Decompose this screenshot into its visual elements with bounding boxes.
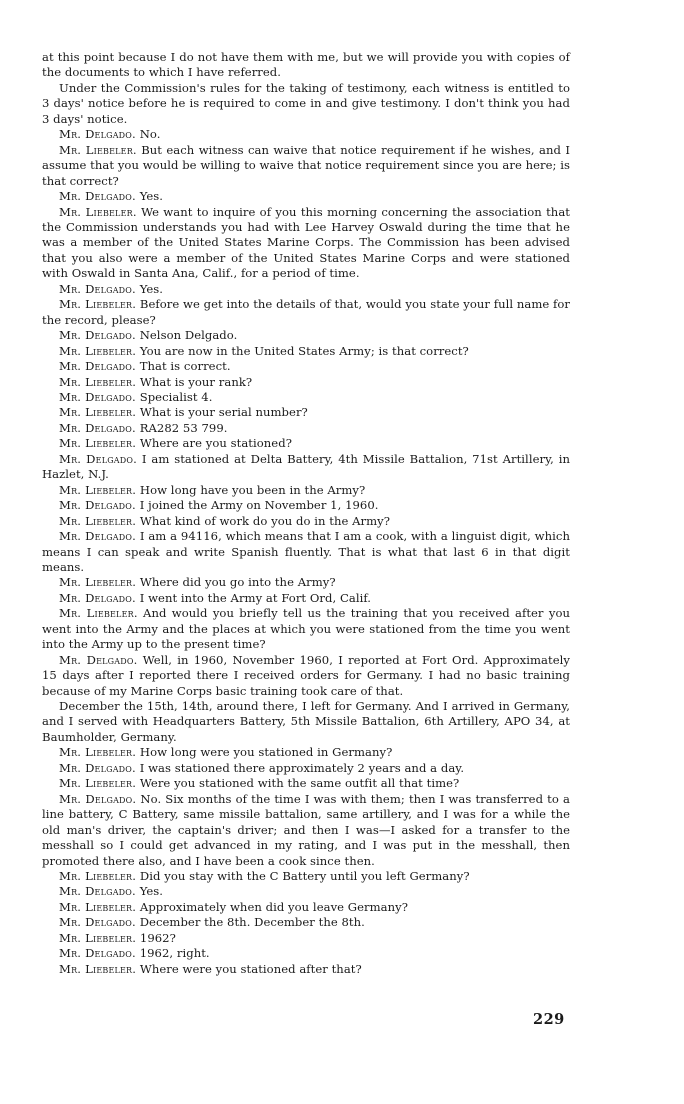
testimony-paragraph [42,761,570,776]
paragraph-text: Specialist 4. [139,389,213,404]
speaker-name: Mr. Delgado. [59,946,136,961]
testimony-paragraph [42,745,570,760]
testimony-paragraph [42,575,570,590]
paragraph-text: But each witness can waive that notice requirement if he wishes, and I assume that you would be willing to waive that notice requirement since you are here; is that correct? [42,142,570,188]
speaker-name: Mr. Liebeler. [59,436,137,451]
paragraph-text: Did you stay with the C Battery until you left Germany? [139,869,470,884]
testimony-paragraph [42,143,570,189]
testimony-paragraph [42,962,570,977]
paragraph-text: December the 15th, 14th, around there, I left for Germany. And I arrived in Germany, and I served with Headquarters Battery, 5th Missile Battalion, 6th Artillery, APO 34, at Baumholder, Germany. [42,699,570,744]
speaker-name: Mr. Delgado. [59,652,138,667]
paragraph-text: Where are you stationed? [139,436,292,451]
testimony-paragraph [42,884,570,899]
speaker-name: Mr. Delgado. [59,281,136,296]
testimony-paragraph [42,498,570,513]
paragraph-text: How long were you stationed in Germany? [139,745,393,760]
testimony-paragraph [42,699,570,745]
paragraph-text: I was stationed there approximately 2 years and a day. [139,760,465,775]
speaker-name: Mr. Delgado. [59,915,136,930]
paragraph-text: RA282 53 799. [139,420,228,435]
paragraph-text: Where were you stationed after that? [139,961,362,976]
paragraph-text: We want to inquire of you this morning concerning the association that the Commission understands you had with Lee Harvey Oswald during the time that he was a member of the United States Marine Corps. The Commission has been advised that you also were a member of the United States Marine Corps and were stationed with Oswald in Santa Ana, Calif., for a period of time. [42,204,570,281]
testimony-paragraph [42,529,570,575]
speaker-name: Mr. Liebeler. [59,374,137,389]
speaker-name: Mr. Delgado. [59,359,136,374]
testimony-paragraph [42,328,570,343]
speaker-name: Mr. Liebeler. [59,899,137,914]
testimony-paragraph [42,344,570,359]
paragraph-text: Before we get into the details of that, would you state your full name for the record, please? [42,297,570,327]
speaker-name: Mr. Liebeler. [59,776,137,791]
paragraph-text: That is correct. [139,359,231,374]
paragraph-text: Yes. [139,189,164,204]
testimony-paragraph [42,776,570,791]
testimony-paragraph [42,792,570,869]
speaker-name: Mr. Liebeler. [59,343,137,358]
testimony-paragraph [42,405,570,420]
paragraph-text: How long have you been in the Army? [139,482,366,497]
speaker-name: Mr. Liebeler. [59,482,137,497]
testimony-paragraph [42,653,570,699]
paragraph-text: What is your serial number? [139,405,308,420]
paragraph-text: I joined the Army on November 1, 1960. [139,498,379,513]
paragraph-text: Well, in 1960, November 1960, I reported at Fort Ord. Approximately 15 days after I reported there I received orders for Germany. I had no basic training because of my Marine Corps basic training took care of that. [42,652,570,698]
speaker-name: Mr. Liebeler. [59,745,137,760]
testimony-paragraph [42,591,570,606]
paragraph-text: December the 8th. December the 8th. [139,915,365,930]
speaker-name: Mr. Delgado. [59,389,136,404]
testimony-paragraph [42,514,570,529]
paragraph-text: I went into the Army at Fort Ord, Calif. [139,590,372,605]
speaker-name: Mr. Delgado. [59,328,136,343]
paragraph-text: I am stationed at Delta Battery, 4th Missile Battalion, 71st Artillery, in Hazlet, N.J. [42,451,570,482]
testimony-paragraph [42,606,570,652]
paragraph-text: Nelson Delgado. [139,328,238,343]
testimony-paragraph [42,421,570,436]
speaker-name: Mr. Delgado. [59,791,137,806]
paragraph-text: at this point because I do not have them with me, but we will provide you with copies of the documents to which I have referred. [42,50,570,80]
paragraph-text: Under the Commission's rules for the taking of testimony, each witness is entitled to 3 days' notice before he is required to come in and give testimony. I don't think you had 3 days' notice. [42,80,570,126]
testimony-paragraph [42,946,570,961]
paragraph-text: 1962? [139,930,176,945]
testimony-paragraph [42,483,570,498]
testimony-paragraph [42,390,570,405]
speaker-name: Mr. Liebeler. [59,405,137,420]
speaker-name: Mr. Liebeler. [59,297,137,312]
speaker-name: Mr. Liebeler. [59,606,138,621]
testimony-paragraph [42,452,570,483]
testimony-paragraph [42,297,570,328]
paragraph-text: Were you stationed with the same outfit all that time? [139,776,460,791]
paragraph-text: What is your rank? [139,374,253,389]
speaker-name: Mr. Delgado. [59,189,136,204]
paragraph-text: What kind of work do you do in the Army? [139,513,391,528]
paragraph-text: Yes. [139,884,164,899]
paragraph-text: 1962, right. [139,946,210,961]
testimony-body [42,50,570,977]
speaker-name: Mr. Delgado. [59,760,136,775]
paragraph-text: I am a 94116, which means that I am a cook, with a linguist digit, which means I can speak and write Spanish fluently. That is what that last 6 in that digit means. [42,529,570,574]
testimony-paragraph [42,915,570,930]
speaker-name: Mr. Liebeler. [59,961,137,976]
paragraph-text: And would you briefly tell us the training that you received after you went into the Army and the places at which you were stationed from the time you went into the Army up to the present time? [42,606,570,652]
testimony-paragraph [42,50,570,81]
testimony-paragraph [42,436,570,451]
speaker-name: Mr. Liebeler. [59,930,137,945]
paragraph-text: Yes. [139,281,164,296]
paragraph-text: Approximately when did you leave Germany? [139,899,409,914]
speaker-name: Mr. Liebeler. [59,575,137,590]
testimony-paragraph [42,282,570,297]
page-number: 229 [533,1011,565,1028]
speaker-name: Mr. Delgado. [59,451,138,466]
speaker-name: Mr. Delgado. [59,590,136,605]
speaker-name: Mr. Liebeler. [59,513,137,528]
paragraph-text: Where did you go into the Army? [139,575,336,590]
testimony-paragraph [42,205,570,282]
speaker-name: Mr. Delgado. [59,127,136,142]
testimony-paragraph [42,869,570,884]
testimony-paragraph [42,81,570,127]
speaker-name: Mr. Liebeler. [59,204,137,219]
paragraph-text: No. Six months of the time I was with them; then I was transferred to a line battery, C Battery, same missile battalion, same artillery, and I was for a while the old man's driver, the captain's driver; and then I was—I asked for a transfer to the messhall so I could get advanced in my rating, and I was put in the messhall, then promoted there also, and I have been a cook since then. [42,791,570,868]
speaker-name: Mr. Delgado. [59,884,136,899]
testimony-paragraph [42,189,570,204]
testimony-paragraph [42,900,570,915]
paragraph-text: No. [139,127,161,142]
testimony-paragraph [42,931,570,946]
speaker-name: Mr. Delgado. [59,529,137,544]
testimony-paragraph [42,127,570,142]
speaker-name: Mr. Liebeler. [59,869,137,884]
speaker-name: Mr. Liebeler. [59,142,137,157]
testimony-paragraph [42,375,570,390]
speaker-name: Mr. Delgado. [59,420,136,435]
paragraph-text: You are now in the United States Army; is that correct? [139,343,469,358]
testimony-paragraph [42,359,570,374]
speaker-name: Mr. Delgado. [59,498,136,513]
